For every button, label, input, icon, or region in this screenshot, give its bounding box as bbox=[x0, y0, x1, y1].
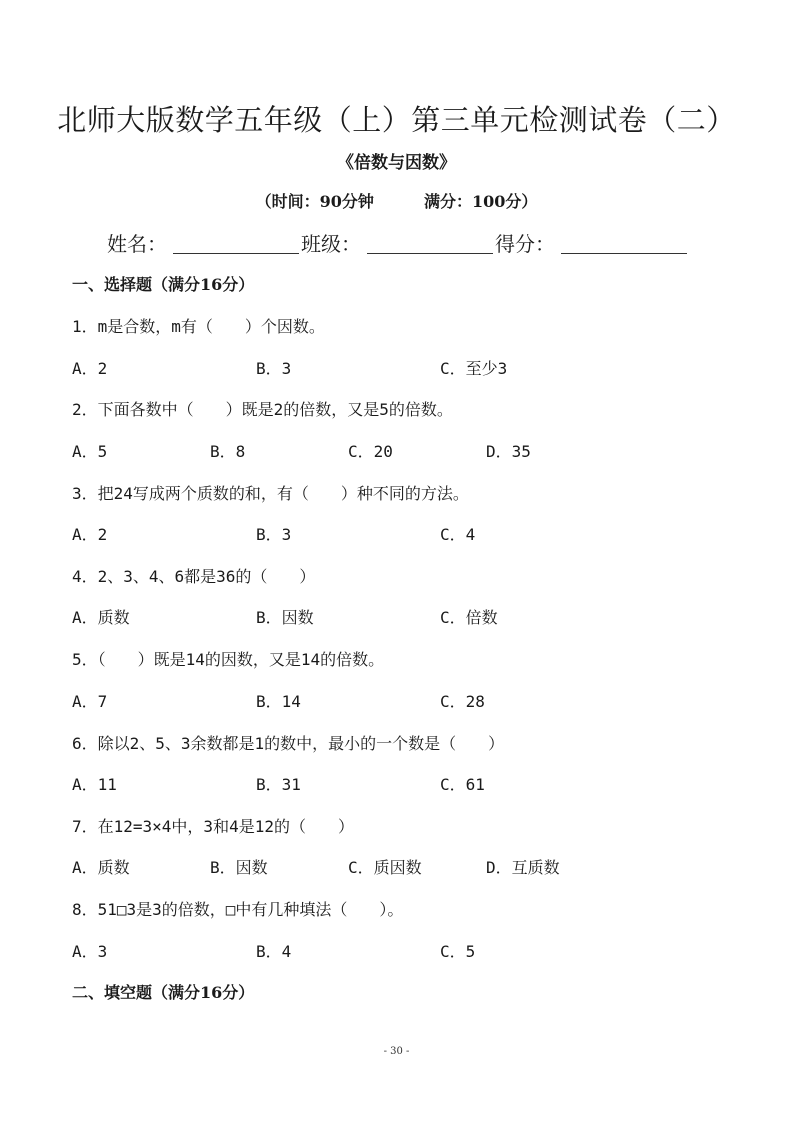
q1-option-b: B．3 bbox=[256, 359, 292, 378]
exam-meta bbox=[0, 189, 793, 212]
q2-option-b: B．8 bbox=[210, 442, 246, 461]
section-heading-fill-blank: 二、填空题（满分16分） bbox=[72, 983, 255, 1002]
q8-option-c: C．5 bbox=[440, 942, 476, 961]
q6-option-c: C．61 bbox=[440, 775, 485, 794]
q8-option-a: A．3 bbox=[72, 942, 108, 961]
q5-option-c: C．28 bbox=[440, 692, 485, 711]
question-7: 7．在12=3×4中，3和4是12的（ ） bbox=[72, 817, 354, 836]
full-score: 满分：100分） bbox=[423, 192, 538, 211]
exam-title: 北师大版数学五年级（上）第三单元检测试卷（二） bbox=[57, 103, 736, 137]
page-number: - 30 - bbox=[383, 1046, 410, 1057]
q6-option-b: B．31 bbox=[256, 775, 301, 794]
q2-option-c: C．20 bbox=[348, 442, 393, 461]
q4-option-a: A．质数 bbox=[72, 608, 130, 627]
time-limit: （时间：90分钟 bbox=[255, 192, 374, 211]
student-info-row bbox=[107, 228, 707, 257]
question-6: 6．除以2、5、3余数都是1的数中，最小的一个数是（ ） bbox=[72, 734, 505, 753]
name-label: 姓名： bbox=[107, 232, 167, 256]
q5-option-a: A．7 bbox=[72, 692, 108, 711]
q3-option-b: B．3 bbox=[256, 525, 292, 544]
question-3: 3．把24写成两个质数的和，有（ ）种不同的方法。 bbox=[72, 484, 469, 503]
q1-option-c: C．至少3 bbox=[440, 359, 508, 378]
section-heading-choice: 一、选择题（满分16分） bbox=[72, 275, 255, 294]
question-4: 4．2、3、4、6都是36的（ ） bbox=[72, 567, 316, 586]
q7-option-c: C．质因数 bbox=[348, 858, 422, 877]
score-blank[interactable] bbox=[561, 233, 687, 254]
question-1: 1．m是合数，m有（ ）个因数。 bbox=[72, 317, 325, 336]
q4-option-b: B．因数 bbox=[256, 608, 314, 627]
question-8: 8．51□3是3的倍数，□中有几种填法（ ）。 bbox=[72, 900, 404, 919]
class-label: 班级： bbox=[301, 232, 361, 256]
q2-option-d: D．35 bbox=[486, 442, 531, 461]
q6-option-a: A．11 bbox=[72, 775, 117, 794]
exam-subtitle: 《倍数与因数》 bbox=[337, 153, 456, 173]
question-2: 2．下面各数中（ ）既是2的倍数，又是5的倍数。 bbox=[72, 400, 453, 419]
q1-option-a: A．2 bbox=[72, 359, 108, 378]
q3-option-c: C．4 bbox=[440, 525, 476, 544]
q2-option-a: A．5 bbox=[72, 442, 108, 461]
q5-option-b: B．14 bbox=[256, 692, 301, 711]
q7-option-a: A．质数 bbox=[72, 858, 130, 877]
q8-option-b: B．4 bbox=[256, 942, 292, 961]
name-blank[interactable] bbox=[173, 233, 299, 254]
q4-option-c: C．倍数 bbox=[440, 608, 498, 627]
score-label: 得分： bbox=[495, 232, 555, 256]
class-blank[interactable] bbox=[367, 233, 493, 254]
q3-option-a: A．2 bbox=[72, 525, 108, 544]
question-5: 5．（ ）既是14的因数，又是14的倍数。 bbox=[72, 650, 385, 669]
q7-option-d: D．互质数 bbox=[486, 858, 560, 877]
q7-option-b: B．因数 bbox=[210, 858, 268, 877]
